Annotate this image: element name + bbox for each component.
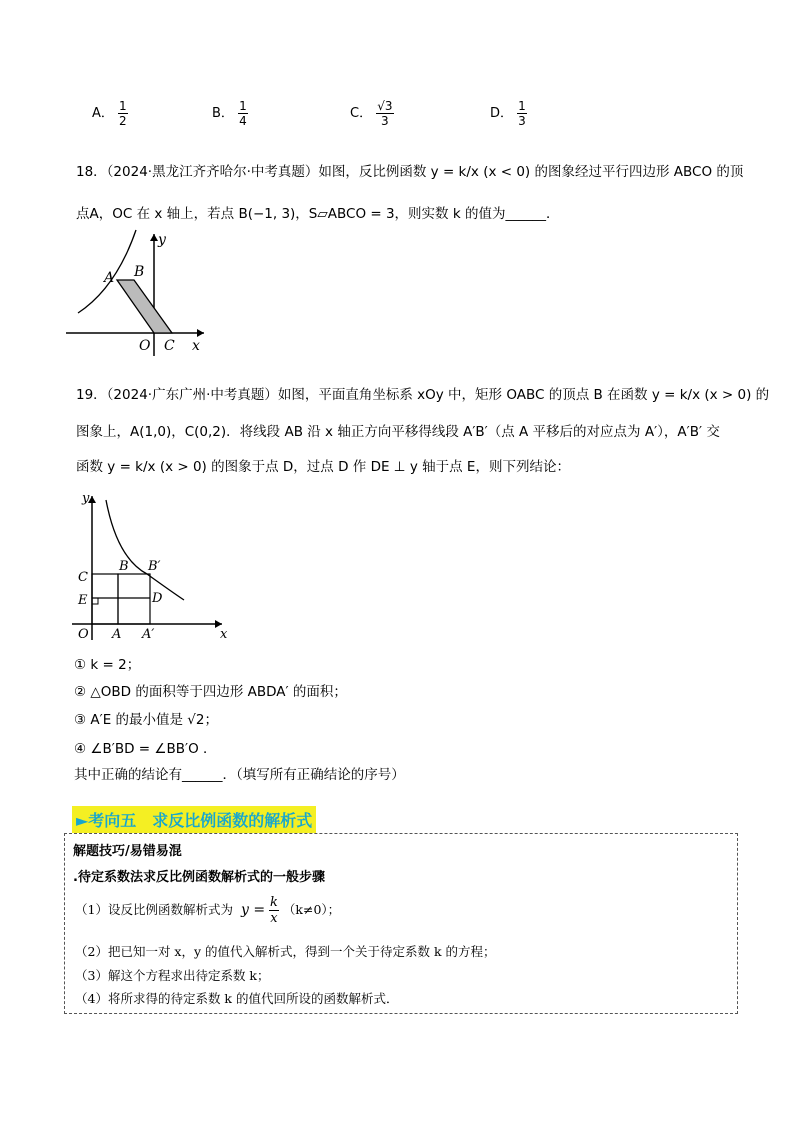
option-c: C． $\frac{√3}{3}$ <box>350 99 393 128</box>
fig18-label-a: A <box>104 270 115 286</box>
section-heading: ►考向五 求反比例函数的解析式 <box>72 806 316 833</box>
tips-box <box>64 833 738 1014</box>
fig18-label-x: x <box>192 338 200 354</box>
fig18-label-b: B <box>134 264 145 280</box>
statement-2: ② △OBD 的面积等于四边形 ABDA′ 的面积； <box>74 684 347 700</box>
fig19-label-e: E <box>78 593 88 608</box>
step-3: （3）解这个方程求出待定系数 k； <box>75 968 270 983</box>
tips-subtitle: .待定系数法求反比例函数解析式的一般步骤 <box>73 870 325 885</box>
fig19-label-d: D <box>152 591 163 606</box>
fig19-label-b: B <box>119 559 129 574</box>
step-4: （4）将所求得的待定系数 k 的值代回所设的函数解析式． <box>75 991 399 1006</box>
step-1: （1）设反比例函数解析式为 y = $\frac{k}{x}$ （k≠0）； <box>75 895 341 926</box>
fig19-label-a: A <box>112 627 122 642</box>
fig19-label-ap: A′ <box>142 627 155 642</box>
q19-figure <box>72 488 237 643</box>
q18-line2: 点A，OC 在 x 轴上，若点 B(−1, 3)，S▱ABCO = 3，则实数 k 的值为______． <box>76 206 560 222</box>
statement-3: ③ A′E 的最小值是 √2； <box>74 712 218 728</box>
q18-figure <box>66 228 216 358</box>
step-2: （2）把已知一对 x，y 的值代入解析式，得到一个关于待定系数 k 的方程； <box>75 944 496 959</box>
q18-line1: 18．（2024·黑龙江齐齐哈尔·中考真题）如图，反比例函数 y = k/x (x < 0) 的图象经过平行四边形 ABCO 的顶 <box>76 164 744 180</box>
fig19-label-o: O <box>78 627 89 642</box>
option-d: D． $\frac{1}{3}$ <box>490 99 526 128</box>
fig19-label-bp: B′ <box>148 559 161 574</box>
fig18-label-c: C <box>164 338 175 354</box>
tips-title: 解题技巧/易错易混 <box>73 844 182 859</box>
fig18-label-o: O <box>139 338 151 354</box>
q19-line1: 19．（2024·广东广州·中考真题）如图，平面直角坐标系 xOy 中，矩形 OABC 的顶点 B 在函数 y = k/x (x > 0) 的 <box>76 387 770 403</box>
option-b: B． $\frac{1}{4}$ <box>212 99 247 128</box>
fig19-label-y: y <box>82 491 90 506</box>
q19-line2: 图象上，A(1,0)，C(0,2)．将线段 AB 沿 x 轴正方向平移得线段 A′B′（点 A 平移后的对应点为 A′），A′B′ 交 <box>76 424 720 440</box>
fig18-label-y: y <box>158 232 166 248</box>
fig19-label-c: C <box>78 570 88 585</box>
answer-line: 其中正确的结论有______．（填写所有正确结论的序号） <box>74 767 405 783</box>
fig19-label-x: x <box>220 627 228 642</box>
option-a: A． $\frac{1}{2}$ <box>92 99 127 128</box>
statement-4: ④ ∠B′BD = ∠BB′O ． <box>74 741 217 757</box>
statement-1: ① k = 2； <box>74 657 141 673</box>
q19-line3: 函数 y = k/x (x > 0) 的图象于点 D，过点 D 作 DE ⊥ y 轴于点 E，则下列结论： <box>76 459 570 475</box>
